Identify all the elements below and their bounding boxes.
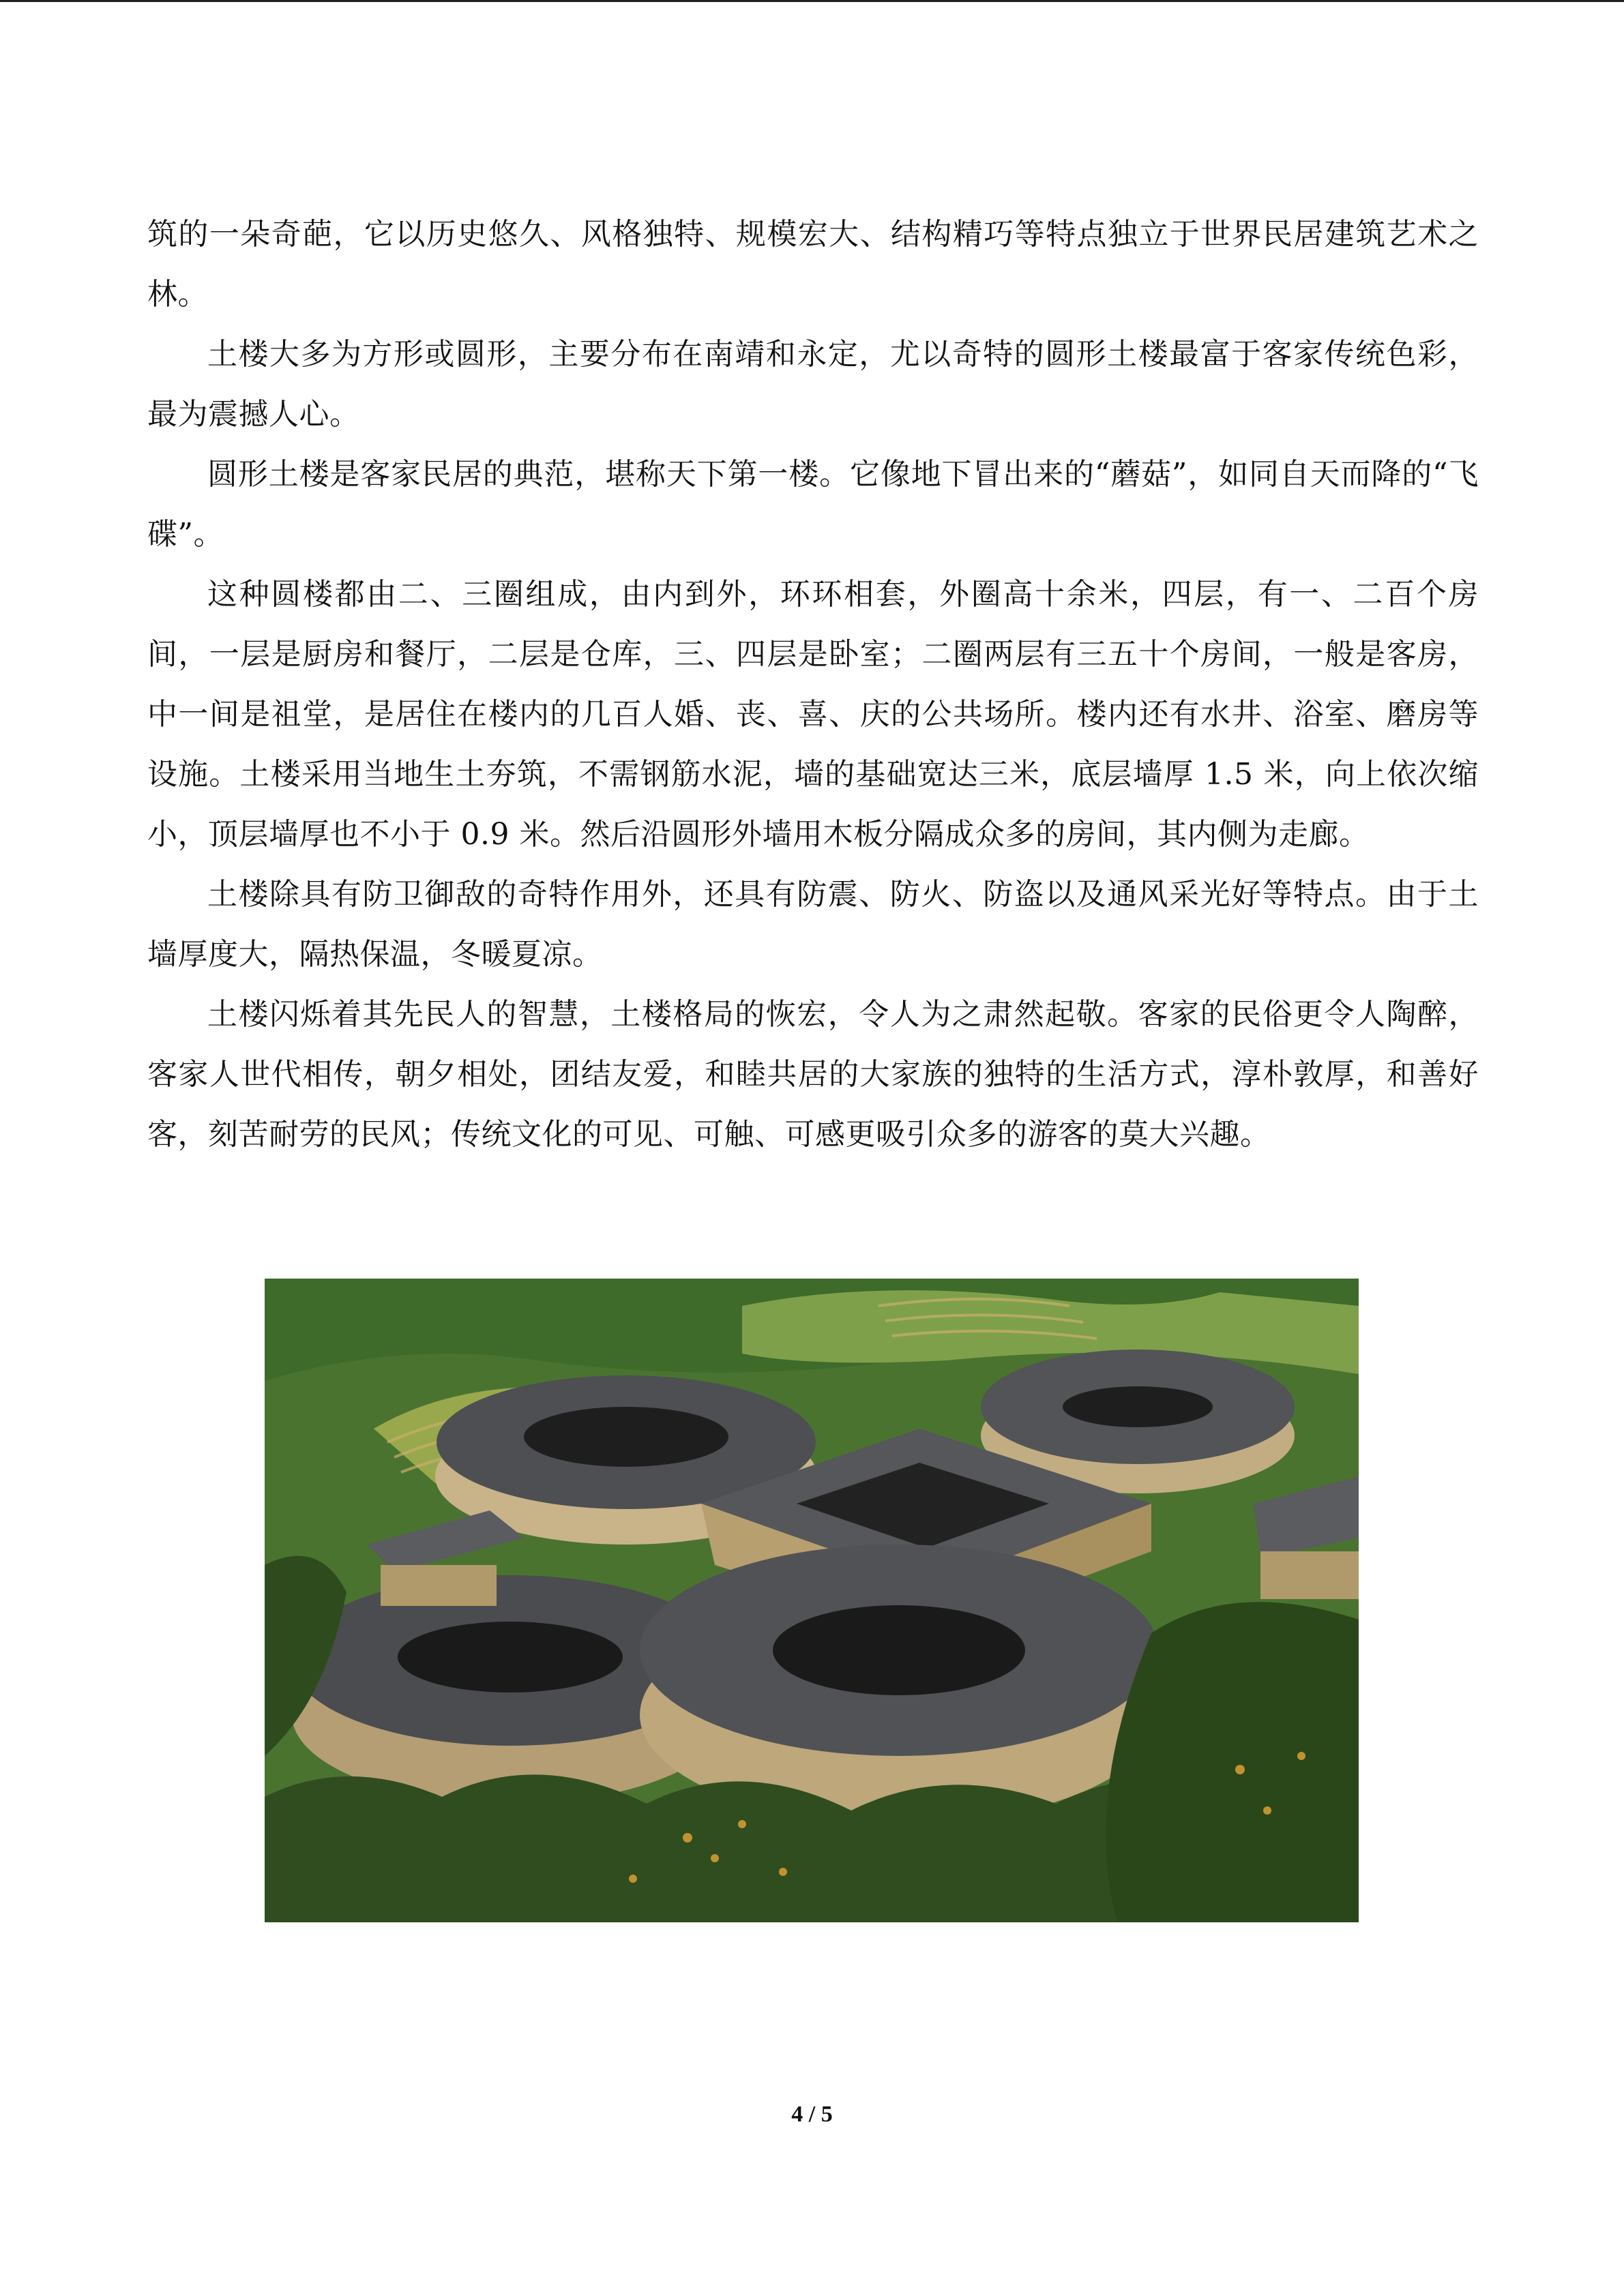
paragraph-culture: 土楼闪烁着其先民人的智慧，土楼格局的恢宏，令人为之肃然起敬。客家的民俗更令人陶醉，客家人世代相传，朝夕相处，团结友爱，和睦共居的大家族的独特的生活方式，淳朴敦厚，和善好客，刻苦耐劳的民风；传统文化的可见、可触、可感更吸引众多的游客的莫大兴趣。 <box>147 997 1479 1152</box>
paragraph-continuation: 筑的一朵奇葩，它以历史悠久、风格独特、规模宏大、结构精巧等特点独立于世界民居建筑艺术之林。 <box>147 217 1479 312</box>
page-number: 4 / 5 <box>791 2102 833 2127</box>
paragraph-shapes: 土楼大多为方形或圆形，主要分布在南靖和永定，尤以奇特的圆形土楼最富于客家传统色彩，最为震撼人心。 <box>147 337 1479 432</box>
paragraph-structure: 这种圆楼都由二、三圈组成，由内到外，环环相套，外圈高十余米，四层，有一、二百个房间，一层是厨房和餐厅，二层是仓库，三、四层是卧室；二圈两层有三五十个房间，一般是客房，中一间是祖堂，是居住在楼内的几百人婚、丧、喜、庆的公共场所。楼内还有水井、浴室、磨房等设施。土楼采用当地生土夯筑，不需钢筋水泥，墙的基础宽达三米，底层墙厚 1.5 米，向上依次缩小，顶层墙厚也不小于 0.9 米。然后沿圆形外墙用木板分隔成众多的房间，其内侧为走廊。 <box>147 577 1479 852</box>
tulou-photo-illustration <box>265 1279 1359 1922</box>
document-body <box>147 205 1479 1165</box>
paragraph-features: 土楼除具有防卫御敌的奇特作用外，还具有防震、防火、防盗以及通风采光好等特点。由于土墙厚度大，隔热保温，冬暖夏凉。 <box>147 877 1479 972</box>
page-top-border <box>0 0 1624 2</box>
paragraph-round-tulou: 圆形土楼是客家民居的典范，堪称天下第一楼。它像地下冒出来的“蘑菇”，如同自天而降的“飞碟”。 <box>147 457 1479 552</box>
tulou-photo <box>265 1279 1359 1922</box>
